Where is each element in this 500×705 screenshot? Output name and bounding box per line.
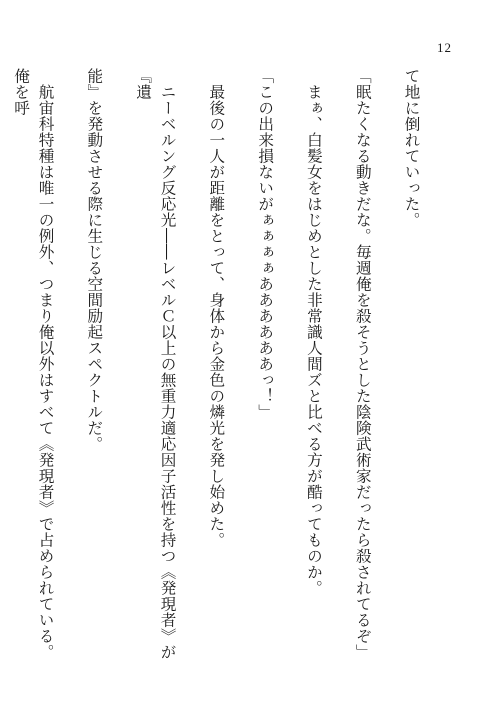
text-line: ニーベルング反応光――レベルＣ以上の無重力適応因子活性を持つ《発現者》が『遺 bbox=[134, 68, 177, 660]
text-line: 「この出来損ないがぁぁぁぁああああああっ！」 bbox=[256, 68, 275, 420]
page-number: 12 bbox=[437, 40, 452, 55]
text-line: 能』を発動させる際に生じる空間励起スペクトルだ。 bbox=[85, 68, 104, 452]
text-line: まぁ、白髪女をはじめとした非常識人間ズと比べる方が酷ってものか。 bbox=[304, 68, 323, 596]
novel-text-body bbox=[12, 68, 448, 668]
text-line: て地に倒れていった。 bbox=[402, 68, 421, 228]
text-line: 最後の一人が距離をとって、身体から金色の燐光を発し始めた。 bbox=[207, 68, 226, 548]
text-line: 航宙科特種は唯一の例外、つまり俺以外はすべて《発現者》で占められている。俺を呼 bbox=[12, 68, 55, 660]
text-line: 「眠たくなる動きだな。毎週俺を殺そうとした陰険武術家だったら殺されてるぞ」 bbox=[353, 68, 372, 660]
